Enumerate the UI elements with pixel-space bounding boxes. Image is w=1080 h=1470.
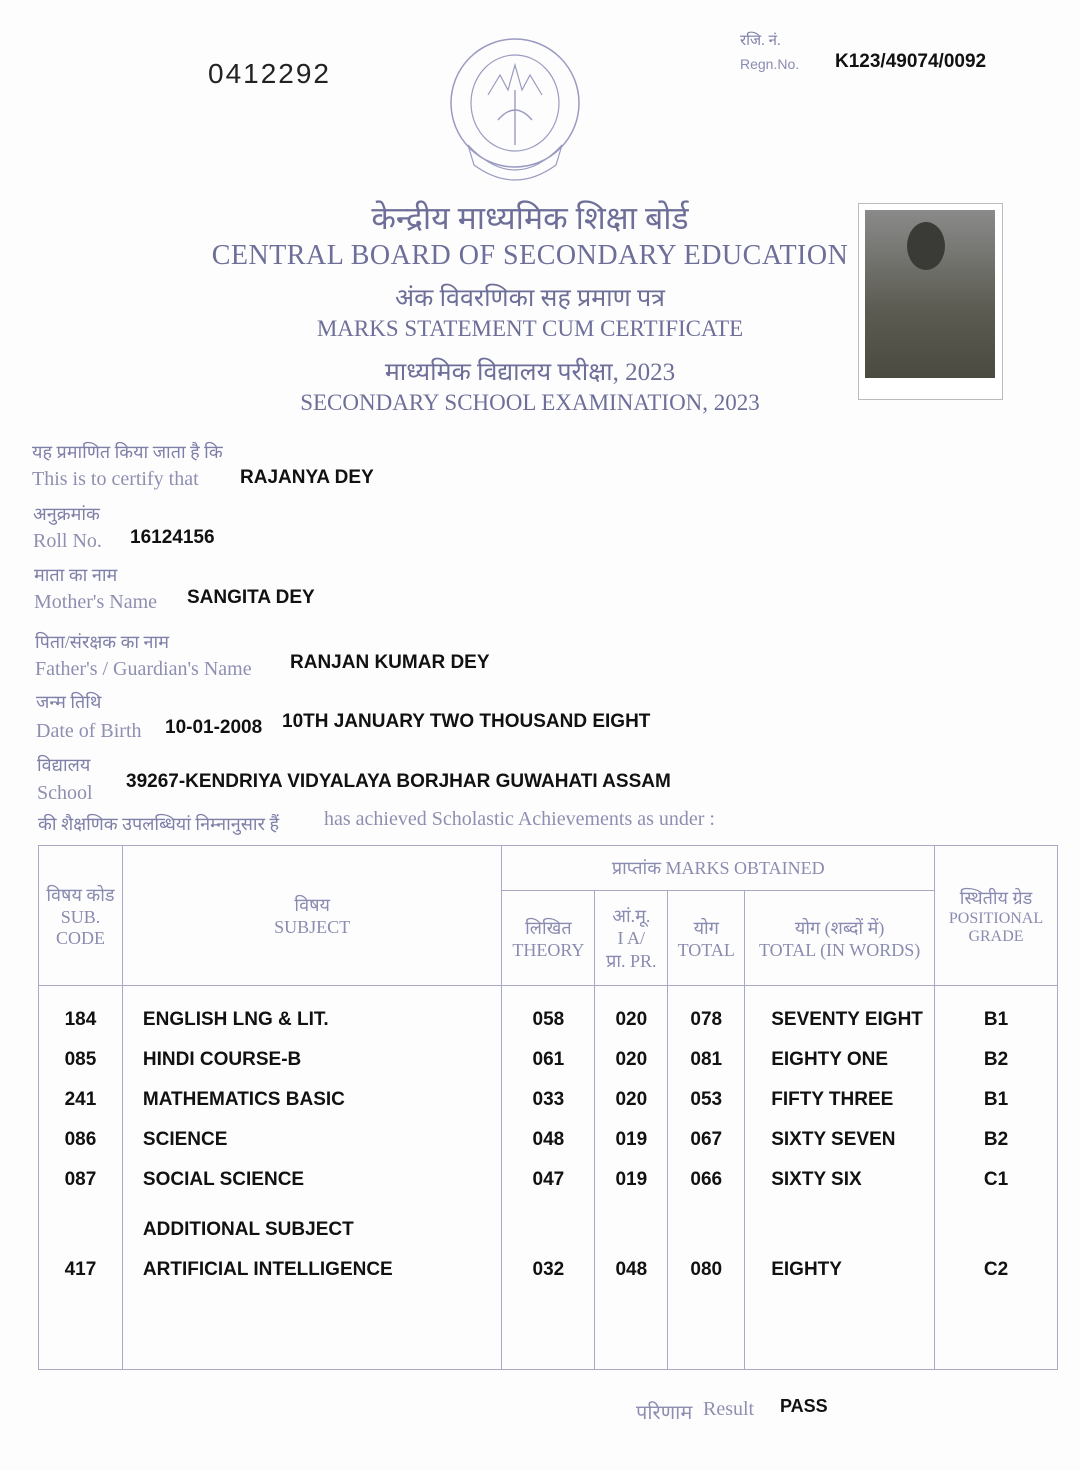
roll-number: 16124156: [130, 527, 215, 548]
row-subject: ENGLISH LNG & LIT.: [142, 1009, 329, 1030]
school-name: 39267-KENDRIYA VIDYALAYA BORJHAR GUWAHATI ASSAM: [126, 771, 671, 792]
achievement-label: has achieved Scholastic Achievements as under :: [324, 808, 715, 830]
header-marks-obtained: [502, 846, 935, 891]
roll-label: Roll No.: [33, 530, 102, 552]
header-grade: [935, 846, 1058, 986]
total-column: [668, 986, 745, 1370]
codes-column: [39, 986, 123, 1370]
row-ia: 019: [615, 1169, 648, 1190]
header-subject-hindi: विषय: [294, 895, 330, 915]
roll-label-hindi: अनुक्रमांक: [33, 504, 100, 524]
row-words: SIXTY SEVEN: [771, 1129, 896, 1150]
row-theory: 033: [532, 1089, 565, 1110]
certify-label-hindi: यह प्रमाणित किया जाता है कि: [32, 442, 223, 462]
result-label-hindi: परिणाम: [636, 1402, 693, 1424]
school-label-hindi: विद्यालय: [37, 755, 91, 775]
row-total: 053: [690, 1089, 723, 1110]
dob-words: 10TH JANUARY TWO THOUSAND EIGHT: [282, 711, 651, 732]
header-theory: [502, 891, 595, 986]
cbse-emblem-icon: [448, 35, 583, 185]
row-grade: B1: [983, 1009, 1009, 1030]
father-label: Father's / Guardian's Name: [35, 658, 252, 680]
row-total: 066: [690, 1169, 723, 1190]
student-photo: [858, 203, 1003, 400]
row-theory: 058: [532, 1009, 565, 1030]
header-marks-label: MARKS OBTAINED: [665, 858, 825, 878]
header-sub-code: [39, 846, 123, 986]
row-grade: C1: [983, 1169, 1009, 1190]
document-title: MARKS STATEMENT CUM CERTIFICATE: [316, 316, 744, 341]
row-theory: 061: [532, 1049, 565, 1070]
regn-label-hindi: रजि. नं.: [740, 33, 781, 49]
dob-label: Date of Birth: [36, 720, 142, 742]
header-words-hindi: योग (शब्दों में): [794, 917, 885, 938]
mother-label-hindi: माता का नाम: [34, 565, 118, 585]
row-grade: B1: [983, 1089, 1009, 1110]
result-value: PASS: [780, 1396, 828, 1416]
header-words-label: TOTAL (IN WORDS): [759, 939, 921, 960]
header-total-hindi: योग: [693, 917, 719, 938]
row-total: 067: [690, 1129, 723, 1150]
header-theory-label: THEORY: [512, 939, 585, 960]
additional-theory: 032: [532, 1259, 565, 1280]
header-pr-label: प्रा. PR.: [606, 950, 657, 971]
row-subject: SOCIAL SCIENCE: [142, 1169, 305, 1190]
row-words: EIGHTY ONE: [771, 1049, 889, 1070]
board-name: CENTRAL BOARD OF SECONDARY EDUCATION: [211, 240, 849, 271]
subjects-column: [122, 986, 501, 1370]
row-theory: 047: [532, 1169, 565, 1190]
header-total: [668, 891, 745, 986]
additional-total: 080: [690, 1259, 723, 1280]
row-subject: MATHEMATICS BASIC: [142, 1089, 345, 1110]
row-ia: 019: [615, 1129, 648, 1150]
row-ia: 020: [615, 1089, 648, 1110]
header-subject: [122, 846, 501, 986]
row-words: SEVENTY EIGHT: [771, 1009, 923, 1030]
document-title-hindi: अंक विवरणिका सह प्रमाण पत्र: [395, 285, 665, 312]
header-total-label: TOTAL: [677, 939, 735, 960]
header-theory-hindi: लिखित: [525, 917, 572, 938]
row-code: 184: [64, 1009, 97, 1030]
header-sub-code-label: SUB. CODE: [55, 906, 105, 948]
mother-label: Mother's Name: [34, 591, 158, 613]
row-code: 085: [64, 1049, 97, 1070]
grade-column: [935, 986, 1058, 1370]
exam-name: SECONDARY SCHOOL EXAMINATION, 2023: [300, 390, 760, 415]
marks-table: [38, 845, 1058, 1370]
student-name: RAJANYA DEY: [240, 467, 374, 488]
ia-column: [595, 986, 668, 1370]
row-grade: B2: [983, 1049, 1009, 1070]
row-ia: 020: [615, 1009, 648, 1030]
additional-grade: C2: [983, 1259, 1009, 1280]
serial-number: 0412292: [208, 58, 332, 89]
school-label: School: [37, 782, 93, 804]
header-marks-hindi: प्राप्तांक: [611, 858, 662, 878]
mother-name: SANGITA DEY: [187, 587, 315, 608]
row-grade: B2: [983, 1129, 1009, 1150]
certify-label: This is to certify that: [32, 468, 199, 490]
row-code: 241: [64, 1089, 97, 1110]
row-code: 086: [64, 1129, 97, 1150]
row-ia: 020: [615, 1049, 648, 1070]
row-subject: HINDI COURSE-B: [142, 1049, 302, 1070]
dob-value: 10-01-2008: [165, 717, 263, 738]
board-name-hindi: केन्द्रीय माध्यमिक शिक्षा बोर्ड: [371, 200, 689, 236]
row-subject: SCIENCE: [142, 1129, 228, 1150]
row-code: 087: [64, 1169, 97, 1190]
row-total: 078: [690, 1009, 723, 1030]
father-name: RANJAN KUMAR DEY: [290, 652, 490, 673]
additional-subject: ARTIFICIAL INTELLIGENCE: [142, 1259, 393, 1280]
row-words: FIFTY THREE: [771, 1089, 894, 1110]
additional-subject-label: ADDITIONAL SUBJECT: [142, 1219, 354, 1240]
header-subject-label: SUBJECT: [274, 917, 351, 937]
words-column: [745, 986, 935, 1370]
header-grade-hindi: स्थितीय ग्रेड: [959, 887, 1033, 908]
row-words: SIXTY SIX: [771, 1169, 862, 1190]
header-ia: [595, 891, 668, 986]
achievement-label-hindi: की शैक्षणिक उपलब्धियां निम्नानुसार हैं: [38, 814, 280, 834]
header-total-words: [745, 891, 935, 986]
additional-ia: 048: [615, 1259, 648, 1280]
theory-column: [502, 986, 595, 1370]
exam-name-hindi: माध्यमिक विद्यालय परीक्षा, 2023: [384, 359, 676, 386]
result-label: Result: [703, 1398, 755, 1420]
additional-words: EIGHTY: [771, 1259, 842, 1280]
dob-label-hindi: जन्म तिथि: [36, 692, 102, 712]
header-ia-label: I A/: [617, 927, 646, 948]
father-label-hindi: पिता/संरक्षक का नाम: [35, 632, 169, 652]
additional-code: 417: [64, 1259, 97, 1280]
header-ia-hindi: आं.मू.: [612, 905, 651, 926]
header-grade-label: POSITIONAL GRADE: [948, 909, 1044, 945]
header-sub-code-hindi: विषय कोड: [46, 884, 115, 905]
regn-number: K123/49074/0092: [835, 51, 987, 72]
cbse-logo: [448, 35, 583, 185]
row-theory: 048: [532, 1129, 565, 1150]
row-total: 081: [690, 1049, 723, 1070]
regn-label: Regn.No.: [740, 56, 800, 72]
